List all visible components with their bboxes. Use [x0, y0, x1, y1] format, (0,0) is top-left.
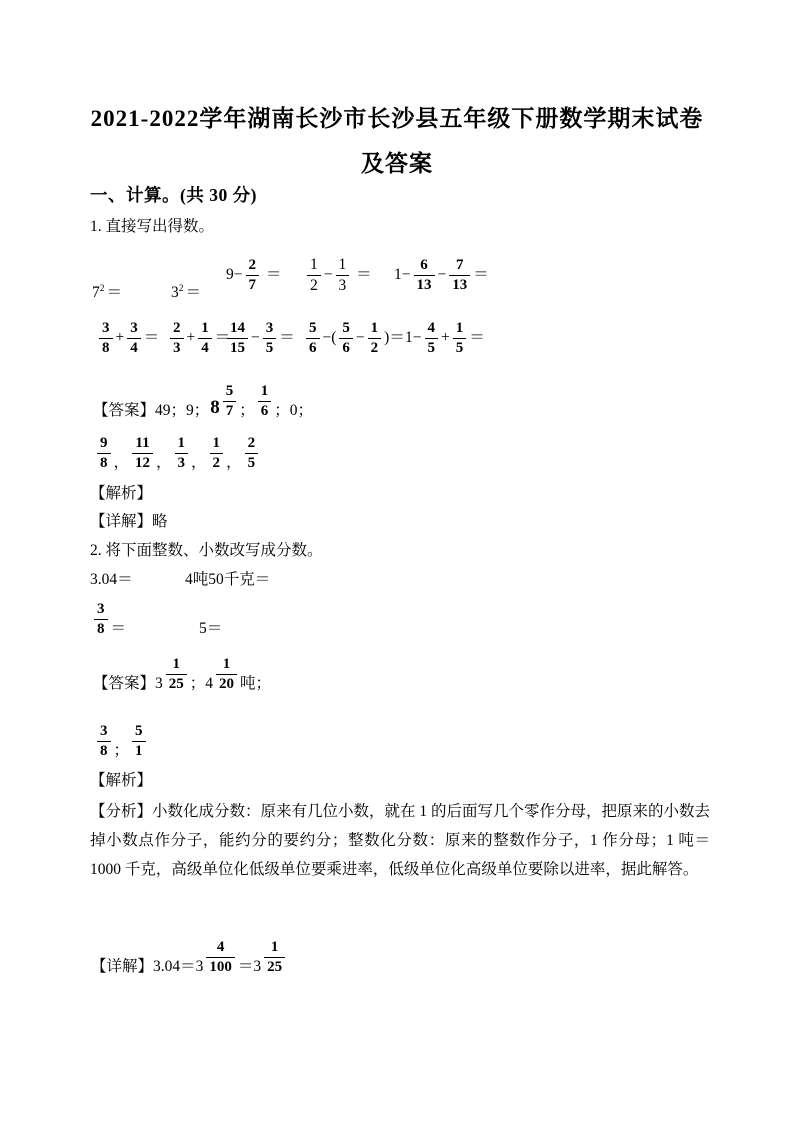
q2-analysis-text: 【分析】小数化成分数：原来有几位小数，就在 1 的后面写几个零作分母，把原来的小数去掉小数点作分子，能约分的要约分；整数化分数：原来的整数作分子，1 作分母；1 吨＝1000 千克，高级单位化低级单位要乘进率，低级单位化高级单位要除以进率，据此解答。	[90, 803, 711, 878]
q2-item-row-2	[0, 598, 794, 638]
q2-item-integer	[198, 598, 223, 638]
q1-expression-9: $\frac{5}{6}$ −( $\frac{5}{6}$ − $\frac{1}{2}$ )＝	[304, 312, 406, 364]
q1-detail-line: 【详解】略	[90, 513, 168, 530]
exam-title-line2: 及答案	[361, 151, 433, 176]
q1-answer-line-2-content: $\frac{9}{8}$ ， $\frac{11}{12}$ ， $\frac{1}{3}$ ， $\frac{1}{2}$ ， $\frac{2}{5}$	[95, 424, 260, 472]
q1-expression-2: $3^2$ ＝	[171, 283, 202, 301]
q2-detail-line-content: 【详解】3.04＝3 $\frac{4}{100}$ ＝3 $\frac{1}{25}$	[90, 922, 287, 976]
q2-label: 2. 将下面整数、小数改写成分数。	[90, 542, 323, 559]
section-1-heading: 一、计算。(共 30 分)	[90, 185, 257, 205]
q2-item-ton: 4吨50千克＝	[185, 571, 271, 588]
q1-equation-row-2	[0, 312, 794, 364]
q2-answer-fractions-content: $\frac{3}{8}$ ； $\frac{5}{1}$	[95, 712, 148, 760]
q1-answer-line-1-content: 【答案】49；9； 8 $\frac{5}{7}$ ； $\frac{1}{6}$ ；0；	[93, 383, 314, 420]
q2-detail-line	[0, 922, 794, 976]
q1-label: 1. 直接写出得数。	[90, 218, 215, 235]
exam-title-line1: 2021-2022学年湖南长沙市长沙县五年级下册数学期末试卷	[90, 106, 704, 131]
q1-expression-7: $\frac{2}{3}$ + $\frac{1}{4}$ ＝	[168, 312, 231, 364]
q2-answer-line-content: 【答案】3 $\frac{1}{25}$ ；4 $\frac{1}{20}$ 吨；	[93, 656, 272, 693]
q2-answer-fractions	[0, 712, 794, 760]
q2-analysis-label: 【解析】	[90, 772, 153, 789]
q2-item-integer-text: 5＝	[199, 619, 223, 637]
q2-item-decimal: 3.04＝	[90, 571, 133, 588]
q1-equation-row-1	[0, 248, 794, 302]
q1-expression-3: 9− $\frac{2}{7}$ ＝	[226, 256, 282, 293]
q1-expression-6: $\frac{3}{8}$ + $\frac{3}{4}$ ＝	[97, 312, 160, 364]
q1-expression-4: $\frac{1}{2}$ − $\frac{1}{3}$ ＝	[305, 248, 373, 302]
q2-item-fraction: $\frac{3}{8}$ ＝	[92, 598, 127, 638]
q1-answer-line-2	[0, 424, 794, 472]
q2-answer-line	[0, 645, 794, 693]
q1-expression-8: $\frac{14}{15}$ − $\frac{3}{5}$ ＝	[225, 312, 296, 364]
q1-expression-1: $7^2$ ＝	[92, 283, 123, 301]
q1-answer-line-1	[0, 372, 794, 420]
q1-analysis-label: 【解析】	[90, 485, 153, 502]
q1-expression-10: 1− $\frac{4}{5}$ + $\frac{1}{5}$ ＝	[405, 319, 485, 356]
q1-expression-5: 1− $\frac{6}{13}$ − $\frac{7}{13}$ ＝	[394, 256, 489, 293]
